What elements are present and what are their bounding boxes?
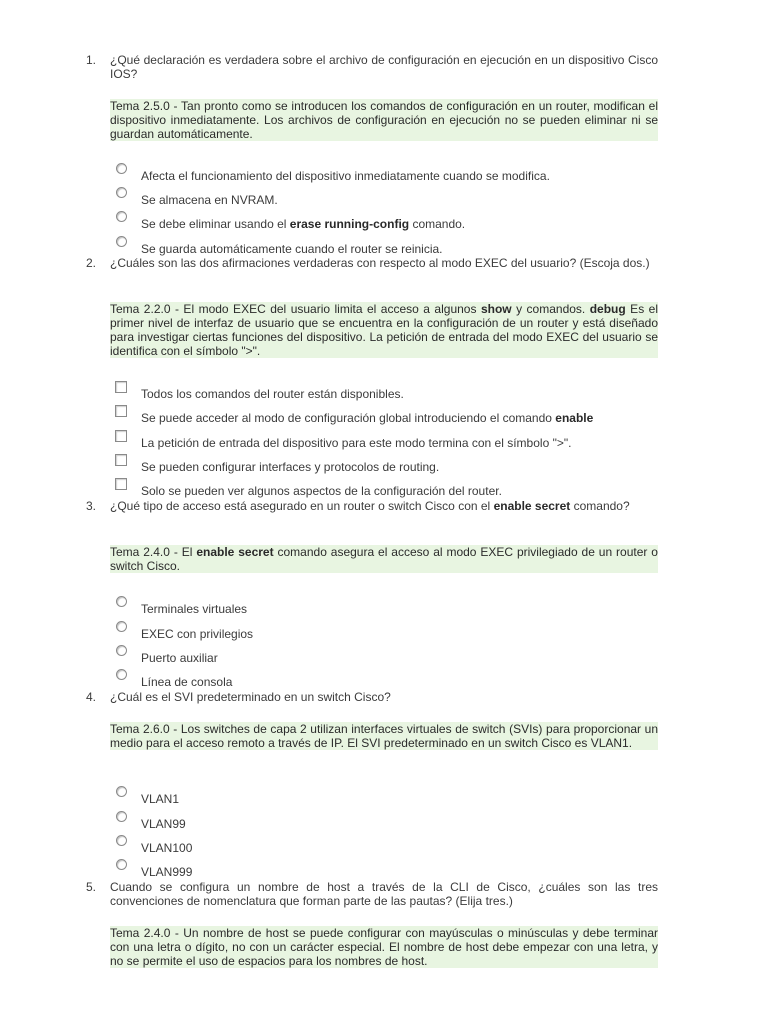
question-text: Cuando se configura un nombre de host a través de la CLI de Cisco, ¿cuáles son las tres convenciones de nomenclatura que forman parte de las pautas? (Elija tres.) bbox=[110, 880, 658, 908]
explanation-box: Tema 2.2.0 - El modo EXEC del usuario limita el acceso a algunos show y comandos. debug Es el primer nivel de interfaz de usuario que se encuentra en la configuración de un router y está diseñado para investigar ciertas funciones del dispositivo. La petición de entrada del modo EXEC del usuario se identifica con el símbolo ">". bbox=[110, 302, 658, 358]
explanation-box: Tema 2.4.0 - Un nombre de host se puede configurar con mayúsculas o minúsculas y debe terminar con una letra o dígito, no con un carácter especial. El nombre de host debe empezar con una letra, y no se permite el uso de espacios para los nombres de host. bbox=[110, 926, 658, 968]
option-checkbox[interactable] bbox=[114, 430, 674, 448]
option-radio[interactable] bbox=[114, 786, 674, 804]
radio-button-icon[interactable] bbox=[116, 211, 127, 222]
question-number: 2. bbox=[86, 256, 97, 270]
option-radio[interactable] bbox=[114, 187, 674, 205]
option-label: EXEC con privilegios bbox=[141, 627, 254, 641]
radio-button-icon[interactable] bbox=[116, 187, 127, 198]
radio-button-icon[interactable] bbox=[116, 163, 127, 174]
option-label: VLAN1 bbox=[141, 792, 180, 806]
option-label: Se almacena en NVRAM. bbox=[141, 193, 278, 207]
radio-button-icon[interactable] bbox=[116, 835, 127, 846]
checkbox-icon[interactable] bbox=[115, 478, 127, 490]
explanation-box: Tema 2.5.0 - Tan pronto como se introducen los comandos de configuración en un router, modifican el dispositivo inmediatamente. Los archivos de configuración en ejecución no se pueden eliminar ni se guardan automáticamente. bbox=[110, 99, 658, 141]
option-label: Se guarda automáticamente cuando el router se reinicia. bbox=[141, 242, 443, 256]
option-radio[interactable] bbox=[114, 859, 674, 877]
radio-button-icon[interactable] bbox=[116, 645, 127, 656]
option-label: VLAN100 bbox=[141, 841, 193, 855]
checkbox-icon[interactable] bbox=[115, 381, 127, 393]
checkbox-icon[interactable] bbox=[115, 430, 127, 442]
checkbox-icon[interactable] bbox=[115, 405, 127, 417]
radio-button-icon[interactable] bbox=[116, 596, 127, 607]
option-checkbox[interactable] bbox=[114, 454, 674, 472]
question-number: 4. bbox=[86, 690, 97, 704]
option-label: Se debe eliminar usando el erase running-config comando. bbox=[141, 217, 466, 231]
option-radio[interactable] bbox=[114, 645, 674, 663]
option-radio[interactable] bbox=[114, 621, 674, 639]
radio-button-icon[interactable] bbox=[116, 786, 127, 797]
question-text: ¿Cuál es el SVI predeterminado en un switch Cisco? bbox=[110, 690, 391, 704]
question-number: 1. bbox=[86, 53, 97, 67]
option-checkbox[interactable] bbox=[114, 381, 674, 399]
radio-button-icon[interactable] bbox=[116, 859, 127, 870]
option-label: Todos los comandos del router están disponibles. bbox=[141, 387, 404, 401]
option-label: La petición de entrada del dispositivo para este modo termina con el símbolo ">". bbox=[141, 436, 572, 450]
option-radio[interactable] bbox=[114, 236, 674, 254]
explanation-box: Tema 2.6.0 - Los switches de capa 2 utilizan interfaces virtuales de switch (SVIs) para proporcionar un medio para el acceso remoto a través de IP. El SVI predeterminado en un switch Cisco es VLAN1. bbox=[110, 722, 658, 750]
option-label: VLAN99 bbox=[141, 817, 186, 831]
option-radio[interactable] bbox=[114, 811, 674, 829]
option-radio[interactable] bbox=[114, 835, 674, 853]
option-label: VLAN999 bbox=[141, 865, 193, 879]
radio-button-icon[interactable] bbox=[116, 669, 127, 680]
option-label: Solo se pueden ver algunos aspectos de la configuración del router. bbox=[141, 484, 502, 498]
command-keyword: erase running-config bbox=[289, 217, 410, 231]
radio-button-icon[interactable] bbox=[116, 236, 127, 247]
question-text: ¿Qué declaración es verdadera sobre el archivo de configuración en ejecución en un dispositivo Cisco IOS? bbox=[110, 53, 658, 81]
question-number: 5. bbox=[86, 880, 97, 894]
explanation-box: Tema 2.4.0 - El enable secret comando asegura el acceso al modo EXEC privilegiado de un router o switch Cisco. bbox=[110, 545, 658, 573]
option-checkbox[interactable] bbox=[114, 405, 674, 423]
question-number: 3. bbox=[86, 499, 97, 513]
radio-button-icon[interactable] bbox=[116, 811, 127, 822]
option-label: Línea de consola bbox=[141, 675, 233, 689]
option-checkbox[interactable] bbox=[114, 478, 674, 496]
option-label: Puerto auxiliar bbox=[141, 651, 218, 665]
option-label: Se puede acceder al modo de configuración global introduciendo el comando enable bbox=[141, 411, 594, 425]
command-keyword: enable bbox=[555, 411, 594, 425]
question-text: ¿Qué tipo de acceso está asegurado en un router o switch Cisco con el enable secret comando? bbox=[110, 499, 630, 513]
radio-button-icon[interactable] bbox=[116, 621, 127, 632]
option-radio[interactable] bbox=[114, 163, 674, 181]
option-radio[interactable] bbox=[114, 211, 674, 229]
option-label: Terminales virtuales bbox=[141, 602, 248, 616]
checkbox-icon[interactable] bbox=[115, 454, 127, 466]
option-radio[interactable] bbox=[114, 669, 674, 687]
option-label: Afecta el funcionamiento del dispositivo inmediatamente cuando se modifica. bbox=[141, 169, 550, 183]
question-text: ¿Cuáles son las dos afirmaciones verdaderas con respecto al modo EXEC del usuario? (Escoja dos.) bbox=[110, 256, 650, 270]
option-radio[interactable] bbox=[114, 596, 674, 614]
option-label: Se pueden configurar interfaces y protocolos de routing. bbox=[141, 460, 440, 474]
